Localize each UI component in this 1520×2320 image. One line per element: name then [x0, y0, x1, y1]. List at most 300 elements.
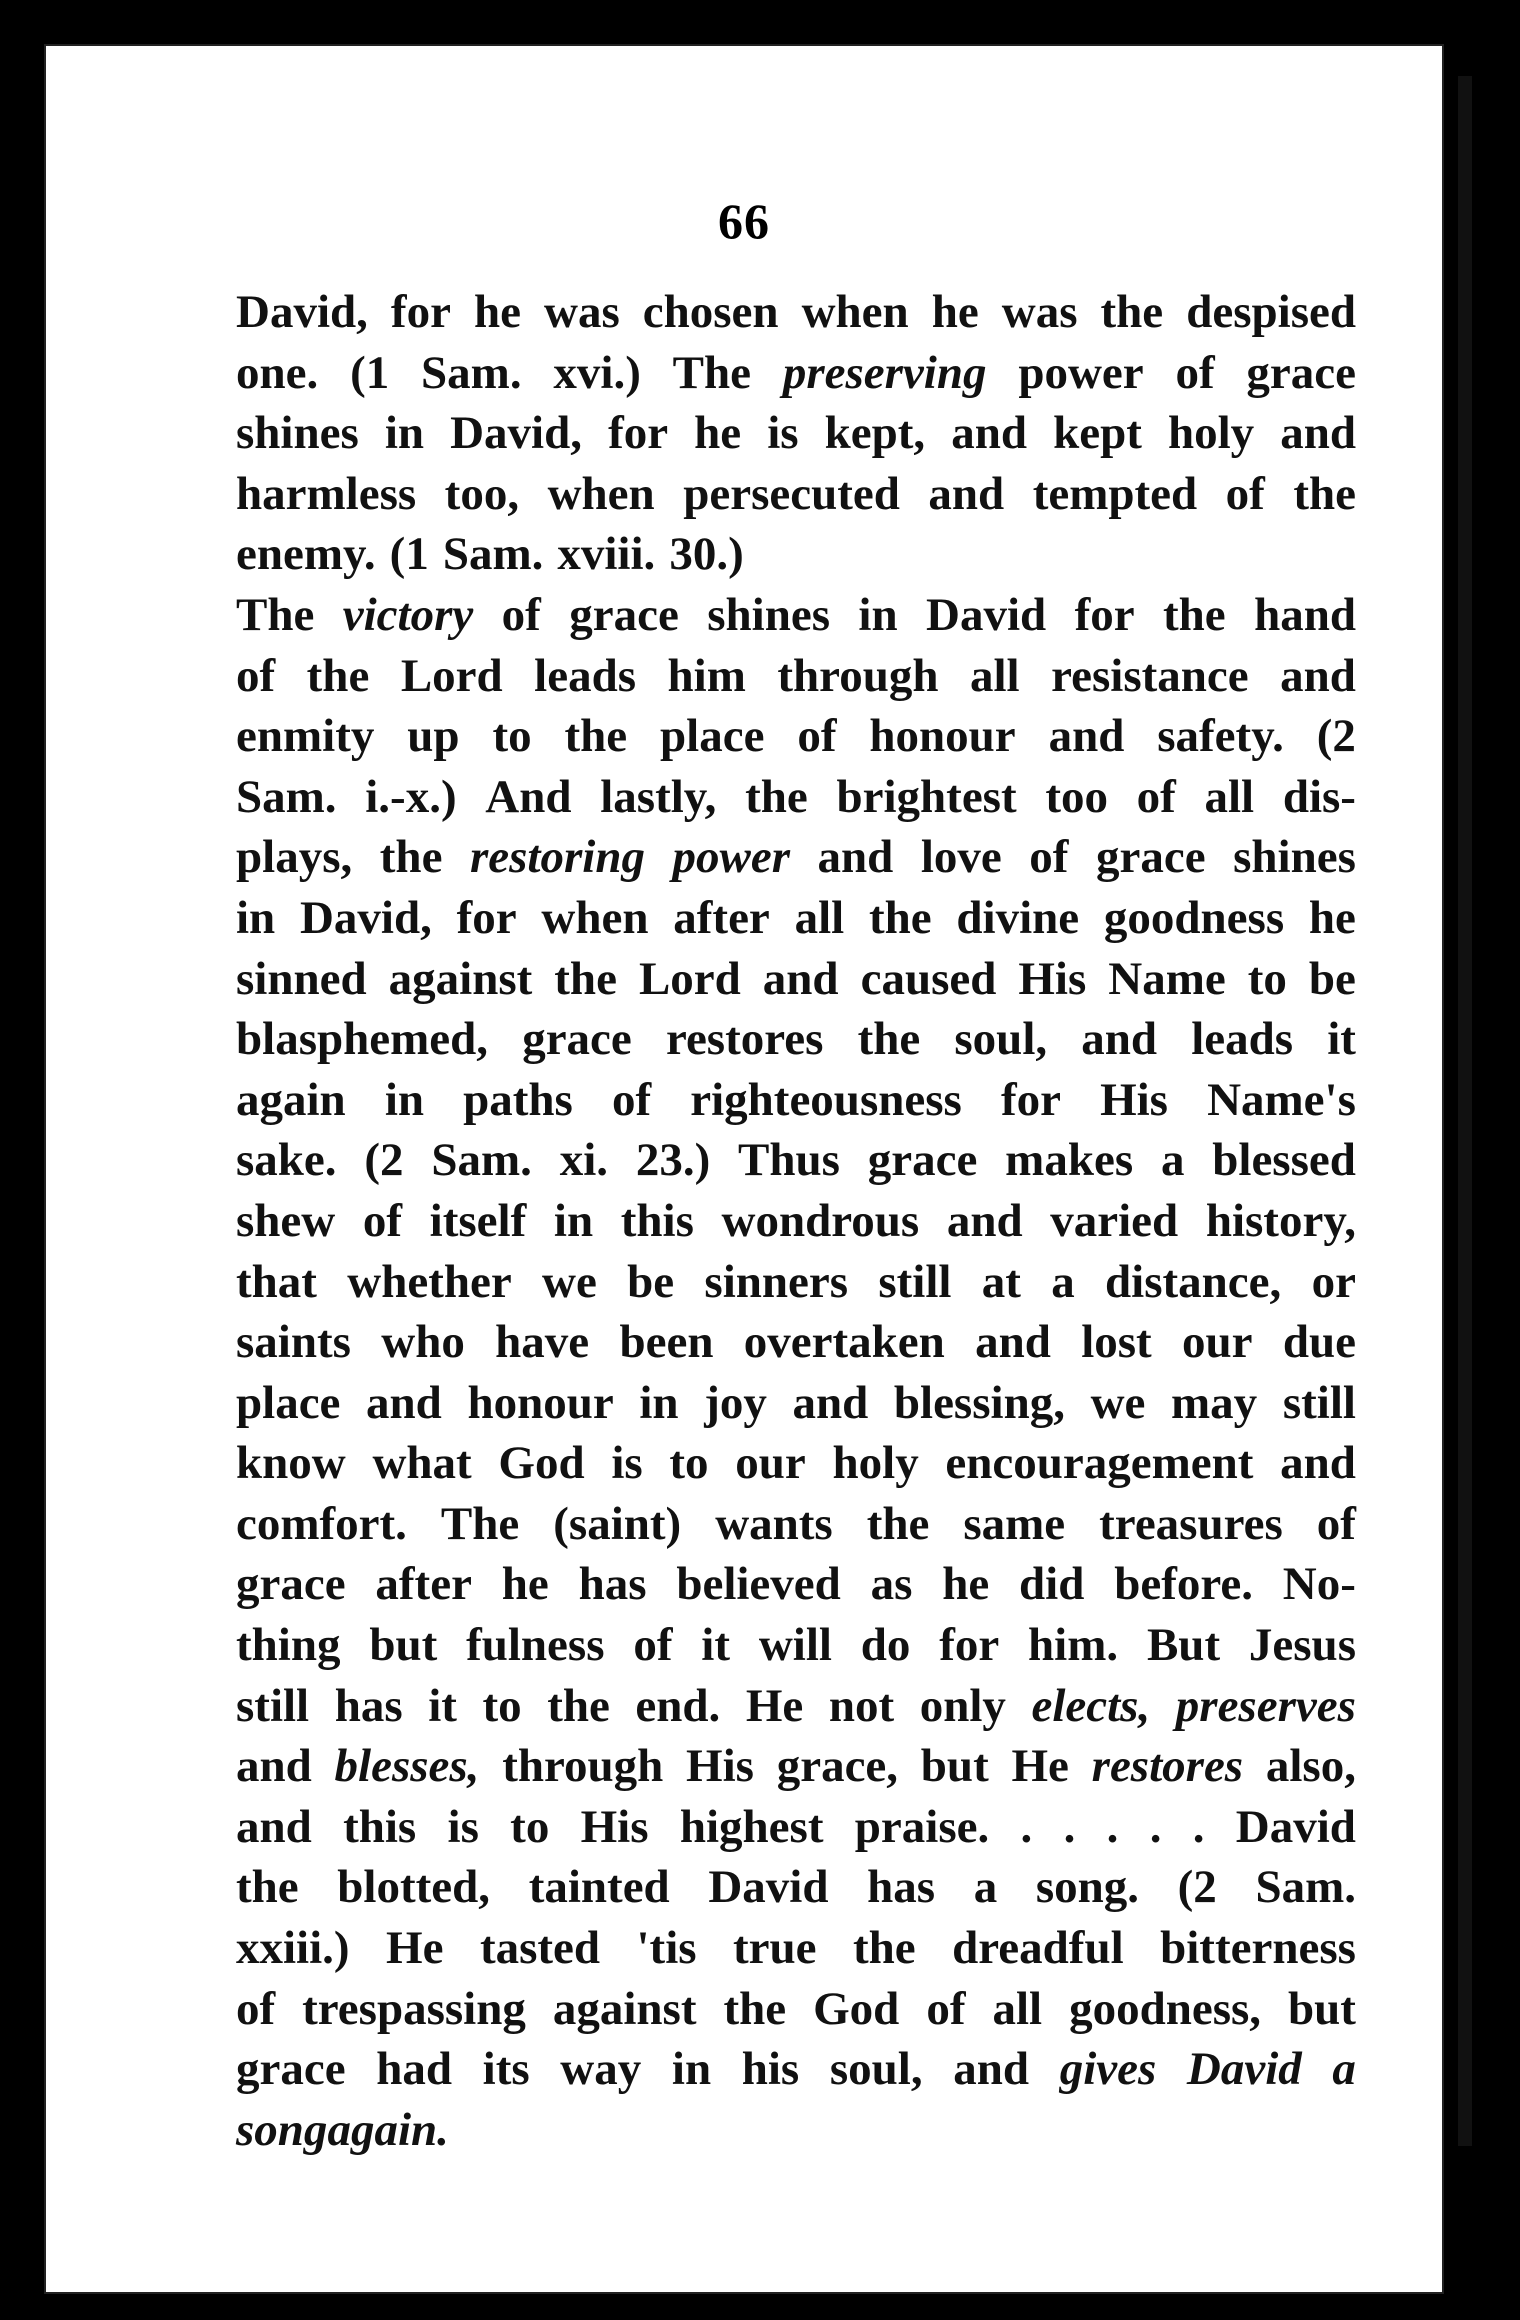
word: all	[794, 891, 845, 944]
word: grace	[1095, 831, 1206, 884]
word: .	[1192, 1800, 1205, 1853]
word: him	[667, 649, 746, 702]
text-line	[236, 827, 1356, 888]
word: thing	[236, 1619, 341, 1672]
word: gives	[1059, 2043, 1157, 2096]
word: again.	[327, 2103, 449, 2156]
word: resistance	[1051, 649, 1249, 702]
word: in	[553, 1194, 594, 1247]
text-line	[236, 767, 1356, 828]
word: the	[1293, 467, 1356, 520]
word: to	[492, 710, 532, 763]
text-line	[236, 1736, 1356, 1797]
word: blesses,	[334, 1740, 480, 1793]
word: for	[939, 1619, 1000, 1672]
word: His	[1018, 952, 1087, 1005]
word: xi.	[559, 1134, 608, 1187]
word: .	[1063, 1800, 1076, 1853]
text-line	[236, 343, 1356, 404]
word: the	[564, 710, 628, 763]
text-line	[236, 888, 1356, 949]
word: he	[501, 1558, 549, 1611]
word: holy	[1167, 407, 1255, 460]
word: and	[236, 1740, 312, 1793]
text-line	[236, 403, 1356, 464]
word: restoring	[469, 831, 645, 884]
word: and	[236, 1800, 312, 1853]
word: after	[375, 1558, 472, 1611]
word: tasted	[479, 1922, 601, 1975]
word: before.	[1114, 1558, 1253, 1611]
word: xvi.)	[553, 346, 641, 399]
word: and	[1081, 1013, 1158, 1066]
word: (2	[1316, 710, 1356, 763]
word: our	[735, 1437, 806, 1490]
word: enmity	[236, 710, 375, 763]
word: to	[482, 1679, 522, 1732]
word: when	[547, 467, 655, 520]
word: to	[1247, 952, 1287, 1005]
word: way	[560, 2043, 642, 2096]
text-line	[236, 706, 1356, 767]
word: brightest	[836, 770, 1017, 823]
word: enemy.	[236, 528, 376, 581]
word: and	[792, 1376, 869, 1429]
word: the	[1163, 588, 1226, 641]
word: the	[306, 649, 370, 702]
word: been	[619, 1316, 714, 1369]
word: goodness	[1103, 891, 1285, 944]
word: makes	[1005, 1134, 1134, 1187]
page-number: 66	[718, 193, 770, 249]
word: grace	[569, 588, 679, 641]
word: highest	[679, 1800, 824, 1853]
word: power	[1018, 346, 1144, 399]
text-line	[236, 282, 1356, 343]
word: and	[1048, 710, 1125, 763]
word: is	[611, 1437, 643, 1490]
word: encouragement	[945, 1437, 1254, 1490]
word: .	[1020, 1800, 1033, 1853]
word: (1	[389, 528, 429, 581]
word: all	[992, 1982, 1043, 2035]
word: who	[381, 1316, 465, 1369]
word: again	[236, 1073, 346, 1126]
word: what	[372, 1437, 472, 1490]
word: blessed	[1212, 1134, 1356, 1187]
word: for	[1074, 588, 1135, 641]
word: David	[1235, 1800, 1356, 1853]
word: he	[473, 286, 521, 338]
word: goodness,	[1069, 1982, 1262, 2035]
word: overtaken	[743, 1316, 945, 1369]
word: grace	[236, 2043, 346, 2096]
word: have	[495, 1316, 590, 1369]
word: one.	[236, 346, 319, 399]
word: trespassing	[302, 1982, 526, 2035]
word: Thus	[738, 1134, 840, 1187]
word: kept,	[824, 407, 926, 460]
word: leads	[534, 649, 637, 702]
word: only	[919, 1679, 1006, 1732]
word: also,	[1265, 1740, 1356, 1793]
word: (2	[364, 1134, 404, 1187]
word: and	[762, 952, 839, 1005]
word: has	[334, 1679, 403, 1732]
word: righteousness	[690, 1073, 962, 1126]
word: blotted,	[337, 1861, 491, 1914]
word: divine	[956, 891, 1080, 944]
text-line	[236, 1252, 1356, 1313]
word: leads	[1191, 1013, 1294, 1066]
text-line	[236, 1191, 1356, 1252]
word: blasphemed,	[236, 1013, 489, 1066]
word: David	[708, 1861, 829, 1914]
text-line	[236, 585, 1356, 646]
word: but	[369, 1619, 438, 1672]
word: and	[946, 1194, 1023, 1247]
word: bitterness	[1160, 1922, 1356, 1975]
text-line	[236, 524, 1356, 585]
word: Sam.	[1255, 1861, 1356, 1914]
word: in	[671, 2043, 712, 2096]
word: this	[343, 1800, 417, 1853]
word: David,	[450, 407, 582, 460]
word: he	[1308, 891, 1356, 944]
word: treasures	[1099, 1497, 1283, 1550]
body-text	[236, 282, 1356, 2160]
word: xxiii.)	[236, 1922, 350, 1975]
word: all	[1204, 770, 1255, 823]
word: this	[620, 1194, 694, 1247]
word: distance,	[1105, 1255, 1282, 1308]
word: David,	[236, 286, 368, 338]
word: preserving	[782, 346, 987, 399]
word: its	[482, 2043, 530, 2096]
word: against	[388, 952, 533, 1005]
word: place	[236, 1376, 341, 1429]
word: him.	[1028, 1619, 1119, 1672]
word: but	[1288, 1982, 1356, 2035]
word: plays,	[236, 831, 353, 884]
word: in	[384, 407, 425, 460]
word: of	[362, 1194, 403, 1247]
word: shines	[707, 588, 831, 641]
word: sinned	[236, 952, 367, 1005]
word: after	[673, 891, 770, 944]
word: holy	[832, 1437, 919, 1490]
word: at	[981, 1255, 1021, 1308]
word: (saint)	[553, 1497, 682, 1550]
text-line	[236, 949, 1356, 1010]
word: victory	[342, 588, 474, 641]
word: did	[1019, 1558, 1085, 1611]
word: Lord	[638, 952, 741, 1005]
word: shew	[236, 1194, 336, 1247]
word: love	[920, 831, 1002, 884]
word: in	[858, 588, 898, 641]
word: song.	[1035, 1861, 1140, 1914]
word: 23.)	[635, 1134, 711, 1187]
word: dreadful	[952, 1922, 1124, 1975]
word: the	[554, 952, 617, 1005]
word: safety.	[1157, 710, 1284, 763]
word: elects,	[1031, 1679, 1151, 1732]
word: The	[440, 1497, 520, 1550]
word: .	[1106, 1800, 1119, 1853]
word: and	[1280, 1437, 1356, 1490]
word: that	[236, 1255, 317, 1308]
word: shines	[1233, 831, 1356, 884]
word: honour	[869, 710, 1016, 763]
word: of	[926, 1982, 966, 2035]
word: too	[1045, 770, 1108, 823]
word: as	[870, 1558, 913, 1611]
word: soul,	[954, 1013, 1048, 1066]
word: of	[1175, 346, 1215, 399]
word: (1	[350, 346, 390, 399]
word: wants	[715, 1497, 833, 1550]
word: power	[672, 831, 790, 884]
word: we	[542, 1255, 597, 1308]
word: of	[236, 1982, 276, 2035]
word: has	[867, 1861, 936, 1914]
word: grace	[522, 1013, 632, 1066]
word: of	[501, 588, 541, 641]
word: Lord	[400, 649, 503, 702]
word: of	[1316, 1497, 1356, 1550]
word: was	[1001, 286, 1078, 338]
word: a	[1332, 2043, 1356, 2096]
word: and	[928, 467, 1005, 520]
word: may	[1171, 1376, 1258, 1429]
word: due	[1282, 1316, 1356, 1369]
word: saints	[236, 1316, 351, 1369]
word: still	[878, 1255, 952, 1308]
word: when	[541, 891, 649, 944]
word: or	[1311, 1255, 1356, 1308]
word: But	[1146, 1619, 1221, 1672]
word: but	[920, 1740, 989, 1793]
word: against	[552, 1982, 697, 2035]
word: restores	[1091, 1740, 1244, 1793]
word: hand	[1254, 588, 1356, 641]
word: through	[502, 1740, 664, 1793]
word: harmless	[236, 467, 417, 520]
text-line	[236, 1615, 1356, 1676]
word: the	[857, 1013, 921, 1066]
word: he	[694, 407, 742, 460]
word: to	[510, 1800, 550, 1853]
word: chosen	[642, 286, 779, 338]
word: a	[1160, 1134, 1185, 1187]
text-line	[236, 1979, 1356, 2040]
text-line	[236, 464, 1356, 525]
text-line	[236, 1494, 1356, 1555]
word: grace	[1246, 346, 1356, 399]
word: we	[1090, 1376, 1146, 1429]
word: His	[1100, 1073, 1168, 1126]
word: is	[447, 1800, 479, 1853]
word: and	[953, 2043, 1030, 2096]
text-line	[236, 1373, 1356, 1434]
word: through	[777, 649, 939, 702]
word: and	[366, 1376, 442, 1429]
word: our	[1182, 1316, 1253, 1369]
text-line	[236, 1009, 1356, 1070]
text-line	[236, 2100, 1356, 2161]
word: His	[686, 1740, 754, 1793]
word: know	[236, 1437, 346, 1490]
word: Sam.	[442, 528, 544, 581]
word: song	[236, 2103, 328, 2156]
word: 30.)	[669, 528, 744, 581]
word: Sam.	[236, 770, 337, 823]
word: dis-	[1282, 770, 1356, 823]
word: Name's	[1207, 1073, 1356, 1126]
text-line	[236, 1857, 1356, 1918]
word: and	[951, 407, 1028, 460]
word: of	[633, 1619, 673, 1672]
word: paths	[463, 1073, 573, 1126]
text-line	[236, 1433, 1356, 1494]
word: his	[741, 2043, 800, 2096]
word: grace	[867, 1134, 978, 1187]
word: and	[1280, 407, 1356, 460]
word: grace,	[776, 1740, 899, 1793]
word: of	[1225, 467, 1265, 520]
word: when	[801, 286, 909, 338]
text-line	[236, 1554, 1356, 1615]
word: will	[758, 1619, 832, 1672]
word: Name	[1108, 952, 1226, 1005]
word: the	[866, 1497, 930, 1550]
word: was	[544, 286, 620, 338]
word: God	[498, 1437, 585, 1490]
word: wondrous	[721, 1194, 920, 1247]
word: all	[969, 649, 1020, 702]
word: do	[860, 1619, 911, 1672]
word: lost	[1081, 1316, 1152, 1369]
word: place	[660, 710, 765, 763]
word: blessing,	[893, 1376, 1065, 1429]
word: and	[975, 1316, 1051, 1369]
word: the	[379, 831, 443, 884]
text-line	[236, 2039, 1356, 2100]
word: he	[942, 1558, 990, 1611]
word: His	[580, 1800, 649, 1853]
text-line	[236, 1676, 1356, 1737]
word: in	[384, 1073, 425, 1126]
text-line	[236, 1312, 1356, 1373]
word: be	[1308, 952, 1356, 1005]
word: for	[390, 286, 451, 338]
word: preserves	[1175, 1679, 1356, 1732]
word: of	[611, 1073, 652, 1126]
word: had	[376, 2043, 453, 2096]
word: the	[547, 1679, 610, 1732]
word: a	[1051, 1255, 1075, 1308]
word: the	[868, 891, 932, 944]
word: restores	[665, 1013, 824, 1066]
word: it	[428, 1679, 457, 1732]
word: sake.	[236, 1134, 337, 1187]
text-line	[236, 1797, 1356, 1858]
word: up	[407, 710, 460, 763]
word: for	[608, 407, 669, 460]
text-line	[236, 1918, 1356, 1979]
word: And	[485, 770, 572, 823]
word: itself	[429, 1194, 527, 1247]
word: grace	[236, 1558, 346, 1611]
word: varied	[1050, 1194, 1179, 1247]
scan-border	[1472, 44, 1520, 2320]
word: in	[639, 1376, 679, 1429]
word: not	[828, 1679, 895, 1732]
word: He	[386, 1922, 444, 1975]
word: honour	[467, 1376, 614, 1429]
word: The	[236, 588, 315, 641]
word: it	[701, 1619, 730, 1672]
word: for	[456, 891, 517, 944]
text-line	[236, 646, 1356, 707]
word: shines	[236, 407, 359, 460]
word: lastly,	[600, 770, 717, 823]
word: has	[578, 1558, 647, 1611]
book-page	[44, 44, 1444, 2294]
word: David	[926, 588, 1047, 641]
word: caused	[860, 952, 997, 1005]
word: praise.	[854, 1800, 990, 1853]
word: be	[627, 1255, 675, 1308]
word: He	[1011, 1740, 1069, 1793]
word: whether	[347, 1255, 512, 1308]
word: David	[1186, 2043, 1302, 2096]
word: joy	[704, 1376, 767, 1429]
word: believed	[676, 1558, 841, 1611]
word: i.-x.)	[365, 770, 457, 823]
word: true	[733, 1922, 817, 1975]
word: despised	[1186, 286, 1356, 338]
word: too,	[444, 467, 520, 520]
word: kept	[1053, 407, 1142, 460]
word: in	[236, 891, 276, 944]
text-line	[236, 1130, 1356, 1191]
word: the	[236, 1861, 299, 1914]
word: history,	[1205, 1194, 1356, 1247]
gutter-shadow	[1458, 76, 1472, 2146]
word: a	[973, 1861, 998, 1914]
word: he	[931, 286, 979, 338]
word: Sam.	[431, 1134, 532, 1187]
word: of	[1029, 831, 1069, 884]
word: The	[672, 346, 752, 399]
word: .	[1149, 1800, 1162, 1853]
word: of	[236, 649, 276, 702]
word: and	[1280, 649, 1356, 702]
word: Jesus	[1248, 1619, 1356, 1672]
word: of	[1136, 770, 1176, 823]
word: soul,	[829, 2043, 923, 2096]
word: (2	[1177, 1861, 1217, 1914]
word: God	[813, 1982, 900, 2035]
word: the	[853, 1922, 916, 1975]
word: persecuted	[683, 467, 900, 520]
word: fulness	[466, 1619, 605, 1672]
word: No-	[1282, 1558, 1356, 1611]
word: it	[1327, 1013, 1356, 1066]
word: xviii.	[557, 528, 656, 581]
